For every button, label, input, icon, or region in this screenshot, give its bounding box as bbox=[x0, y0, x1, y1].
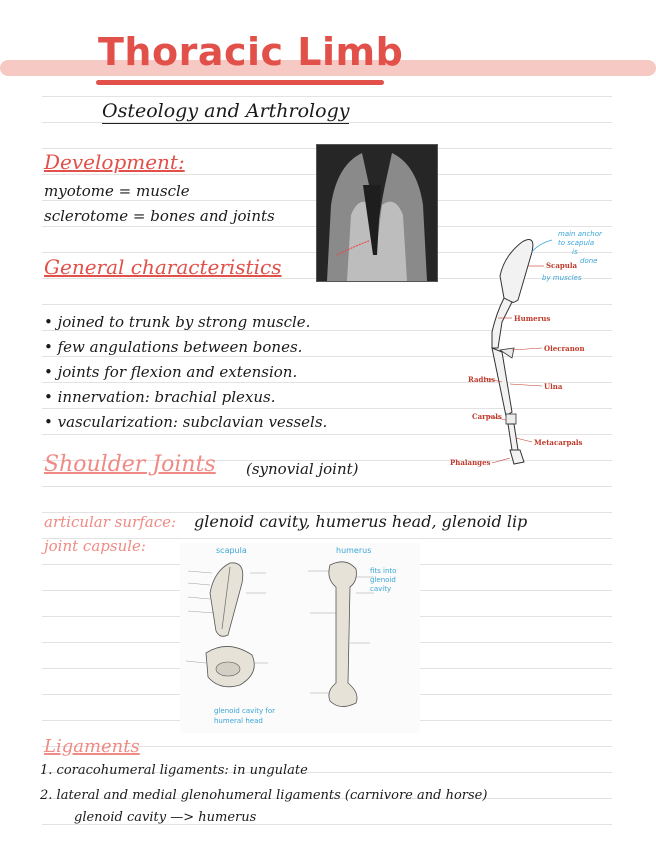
ligaments-heading: Ligaments bbox=[44, 736, 140, 757]
ligament-item: 1. coracohumeral ligaments: in ungulate bbox=[40, 763, 308, 778]
shoulder-heading: Shoulder Joints bbox=[44, 452, 216, 477]
characteristics-list bbox=[44, 310, 327, 435]
page-title: Thoracic Limb bbox=[98, 30, 404, 74]
skeleton-note-line: by muscles bbox=[542, 274, 582, 282]
label-phalanges: Phalanges bbox=[450, 458, 491, 467]
development-line: myotome = muscle bbox=[44, 182, 190, 200]
humerus-bone bbox=[492, 298, 512, 348]
development-heading: Development: bbox=[44, 150, 185, 174]
general-heading: General characteristics bbox=[44, 255, 282, 279]
development-line: sclerotome = bones and joints bbox=[44, 207, 275, 225]
label-carpals: Carpals bbox=[472, 412, 502, 421]
metacarpals-bone bbox=[508, 424, 518, 450]
figure-right-note: fits into bbox=[370, 567, 397, 575]
figure-right-note: glenoid bbox=[370, 576, 396, 584]
skeleton-note-line: to scapula bbox=[558, 239, 595, 247]
figure-right-note: cavity bbox=[370, 585, 392, 593]
thoracic-limb-skeleton bbox=[440, 222, 616, 477]
note-arrow bbox=[532, 240, 552, 252]
skeleton-note-line: done bbox=[580, 257, 598, 265]
articular-text: glenoid cavity, humerus head, glenoid lip bbox=[194, 512, 528, 531]
figure-bottom-note: humeral head bbox=[214, 717, 263, 725]
shoulder-note: (synovial joint) bbox=[246, 460, 359, 478]
figure-left-title: scapula bbox=[216, 546, 247, 555]
title-underline bbox=[96, 80, 384, 85]
label-humerus: Humerus bbox=[514, 314, 551, 323]
scapula-bone bbox=[500, 240, 533, 303]
figure-right-title: humerus bbox=[336, 546, 372, 555]
skeleton-note-line: is bbox=[572, 248, 578, 256]
skeleton-note-line: main anchor bbox=[558, 230, 602, 238]
list-item: • innervation: brachial plexus. bbox=[44, 385, 327, 410]
label-ulna: Ulna bbox=[544, 382, 563, 391]
figure-bottom-note: glenoid cavity for bbox=[214, 707, 275, 715]
list-item: • vascularization: subclavian vessels. bbox=[44, 410, 327, 435]
shoulder-figure bbox=[180, 543, 420, 733]
figure-glenoid-cavity bbox=[216, 662, 240, 676]
phalanges-bone bbox=[510, 450, 524, 464]
embryo-photo bbox=[316, 144, 438, 282]
list-item: • joined to trunk by strong muscle. bbox=[44, 310, 327, 335]
list-item: • joints for flexion and extension. bbox=[44, 360, 327, 385]
label-metacarpals: Metacarpals bbox=[534, 438, 583, 447]
label-scapula: Scapula bbox=[546, 261, 578, 270]
list-item: • few angulations between bones. bbox=[44, 335, 327, 360]
ligament-item: 2. lateral and medial glenohumeral ligaments (carnivore and horse) bbox=[40, 788, 488, 803]
figure-humerus-bone bbox=[329, 562, 357, 707]
articular-label: articular surface: bbox=[44, 513, 177, 531]
page-subtitle: Osteology and Arthrology bbox=[102, 100, 350, 122]
carpals-bone bbox=[506, 414, 516, 424]
capsule-label: joint capsule: bbox=[44, 537, 146, 555]
label-radius: Radius bbox=[468, 375, 496, 384]
figure-scapula-bone bbox=[210, 563, 243, 637]
ligament-subline: glenoid cavity —> humerus bbox=[74, 810, 257, 825]
label-olecranon: Olecranon bbox=[544, 344, 585, 353]
